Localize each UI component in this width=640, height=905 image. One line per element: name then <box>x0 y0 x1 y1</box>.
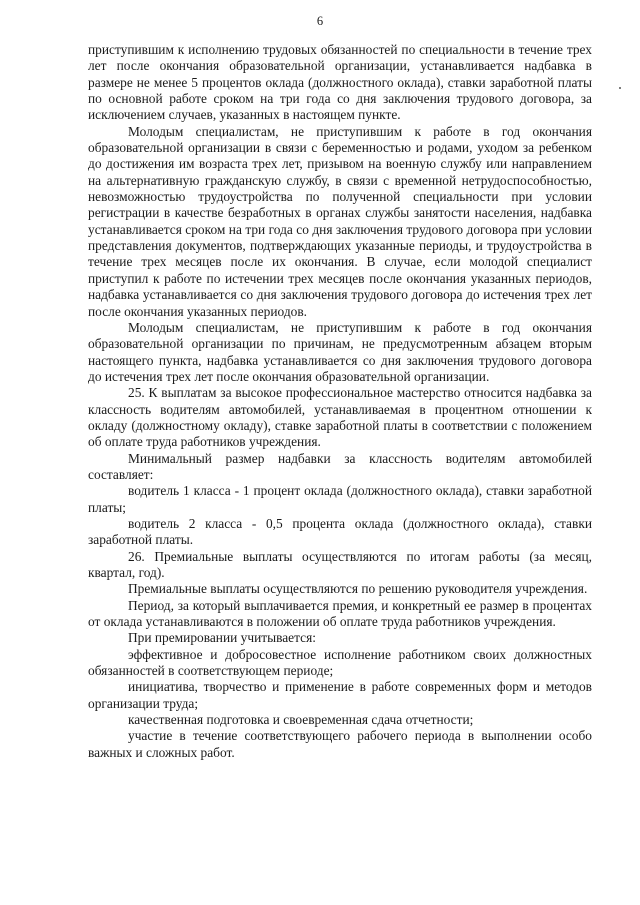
paragraph-15: участие в течение соответствующего рабочего периода в выполнении особо важных и сложных работ. <box>88 728 592 760</box>
paragraph-11: При премировании учитывается: <box>128 630 316 646</box>
paragraph-12: эффективное и добросовестное исполнение работником своих должностных обязанностей в соответствующем периоде; <box>88 646 592 679</box>
paragraph-2: Молодым специалистам, не приступившим к работе в год окончания образовательной организации в связи с беременностью и родами, уходом за ребенком до достижения им возраста трех лет, призывом на военную службу или направлением на альтернативную гражданскую службу, в связи с временной нетрудоспособностью, невозможностью трудоустройства по полученной специальности при условии регистрации в качестве безработных в органах службы занятости населения, надбавка устанавливается сроком на три года со дня заключения трудового договора при условии представления документов, подтверждающих указанные периоды, и трудоустройства в течение трех месяцев после их окончания. В случае, если молодой специалист приступил к работе по истечении трех месяцев после окончания указанных периодов, надбавка устанавливается со дня заключения трудового договора до истечения трех лет после окончания указанных периодов. <box>88 123 592 319</box>
paragraph-13: инициатива, творчество и применение в работе современных форм и методов организации труда; <box>88 679 592 711</box>
paragraph-4: 25. К выплатам за высокое профессиональное мастерство относится надбавка за классность водителям автомобилей, устанавливаемая в процентном отношении к окладу (должностному окладу), ставке заработной платы в соответствии с положением об оплате труда работников учреждения. <box>88 385 592 450</box>
paragraph-6: водитель 1 класса - 1 процент оклада (должностного оклада), ставки заработной платы; <box>88 483 592 515</box>
document-body <box>88 42 592 761</box>
paragraph-5: Минимальный размер надбавки за классность водителям автомобилей составляет: <box>88 450 592 482</box>
paragraph-1: приступившим к исполнению трудовых обязанностей по специальности в течение трех лет после окончания образовательной организации, устанавливается надбавка в размере не менее 5 процентов оклада (должностного оклада), ставки заработной платы по основной работе сроком на три года со дня заключения трудового договора, за исключением случаев, указанных в настоящем пункте. <box>88 42 592 123</box>
paragraph-10: Период, за который выплачивается премия, и конкретный ее размер в процентах от оклада устанавливаются в положении об оплате труда работников учреждения. <box>88 597 592 630</box>
paragraph-7: водитель 2 класса - 0,5 процента оклада (должностного оклада), ставки заработной платы. <box>88 515 592 548</box>
page-number: 6 <box>316 14 324 28</box>
margin-speck <box>619 87 621 89</box>
paragraph-8: 26. Премиальные выплаты осуществляются по итогам работы (за месяц, квартал, год). <box>88 548 592 580</box>
paragraph-14: качественная подготовка и своевременная сдача отчетности; <box>128 712 474 728</box>
paragraph-9: Премиальные выплаты осуществляются по решению руководителя учреждения. <box>128 581 588 597</box>
paragraph-3: Молодым специалистам, не приступившим к работе в год окончания образовательной организации по причинам, не предусмотренным абзацем вторым настоящего пункта, надбавка устанавливается со дня заключения трудового договора до истечения трех лет после окончания образовательной организации. <box>88 319 592 384</box>
